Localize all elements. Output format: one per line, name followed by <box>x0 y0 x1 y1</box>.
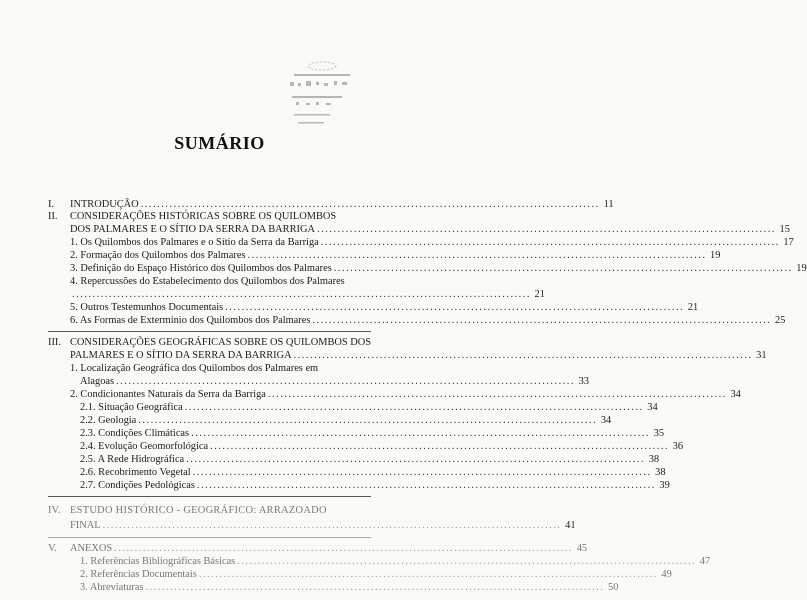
page-number: 34 <box>600 415 612 426</box>
toc-entry-iii-1-line1 <box>48 362 371 375</box>
toc-entry-iii-2-2 <box>48 414 612 427</box>
entry-title: 2.5. A Rede Hidrográfica <box>80 454 185 465</box>
entry-title: 3. Definição do Espaço Histórico dos Quilombos dos Palmares <box>70 263 332 274</box>
leader-dots: ................................................................................................................ <box>191 428 651 439</box>
page-number: 11 <box>603 199 614 210</box>
leader-dots: ................................................................................................................ <box>210 441 670 452</box>
entry-title: 1. Os Quilombos dos Palmares e o Sítio da Serra da Barriga <box>70 237 319 248</box>
entry-title: 2.4. Evolução Geomorfológica <box>80 441 209 452</box>
toc-entry-secao-iv <box>48 519 576 532</box>
entry-title: 5. Outros Testemunhos Documentais <box>70 302 224 313</box>
toc-entry-iii-2 <box>48 388 741 401</box>
entry-title: 6. As Formas de Extermínio dos Quilombos dos Palmares <box>70 315 311 326</box>
toc-entry-iii-1 <box>48 375 589 388</box>
entry-title: 2.1. Situação Geográfica <box>80 402 183 413</box>
toc-entry-ii-3 <box>48 262 807 275</box>
section-divider <box>48 537 371 538</box>
toc-entry-secao-iii <box>48 349 767 362</box>
page-number: 21 <box>687 302 699 313</box>
toc-entry-secao-ii-line1 <box>48 210 371 223</box>
page-number: 19 <box>796 263 807 274</box>
leader-dots: ................................................................................................................ <box>138 415 598 426</box>
section-number: II. <box>48 211 58 222</box>
entry-title: 2.7. Condições Pedológicas <box>80 480 195 491</box>
page-number: 21 <box>534 289 545 300</box>
leader-dots: ................................................................................................................ <box>198 569 658 580</box>
leader-dots: ................................................................................................................ <box>192 467 652 478</box>
entry-title: ANEXOS <box>70 543 113 554</box>
page-number: 45 <box>576 543 588 554</box>
leader-dots: ................................................................................................................ <box>140 199 600 210</box>
leader-dots: ................................................................................................................ <box>184 402 644 413</box>
page-number: 19 <box>710 250 721 261</box>
leader-dots: ................................................................................................................ <box>114 543 574 554</box>
section-number: I. <box>48 199 55 210</box>
entry-title-cont: FINAL <box>70 520 101 531</box>
entry-title: 2. Referências Documentais <box>80 569 197 580</box>
leader-dots: ................................................................................................................ <box>145 582 605 593</box>
page-number: 47 <box>699 556 711 567</box>
toc-entry-ii-1 <box>48 236 794 249</box>
entry-title: CONSIDERAÇÕES HISTÓRICAS SOBRE OS QUILOMBOS <box>70 211 337 222</box>
toc-entry-secao-iii-line1 <box>48 336 371 349</box>
entry-title: 2.3. Condições Climáticas <box>80 428 190 439</box>
leader-dots: ................................................................................................................ <box>320 237 780 248</box>
page-number: 25 <box>774 315 786 326</box>
entry-title: 2. Formação dos Quilombos dos Palmares <box>70 250 246 261</box>
section-number: V. <box>48 543 57 554</box>
page-number: 34 <box>730 389 741 400</box>
entry-title-cont: DOS PALMARES E O SÍTIO DA SERRA DA BARRIGA <box>70 224 315 235</box>
page-number: 35 <box>653 428 665 439</box>
toc-entry-iii-2-1 <box>48 401 658 414</box>
leader-dots: ................................................................................................................ <box>247 250 707 261</box>
leader-dots: ................................................................................................................ <box>72 289 531 300</box>
section-divider <box>48 496 371 497</box>
entry-title: 4. Repercussões do Estabelecimento dos Quilombos dos Palmares <box>70 276 345 287</box>
page-number: 50 <box>608 582 619 593</box>
section-number: IV. <box>48 505 61 516</box>
entry-title: INTRODUÇÃO <box>70 199 139 210</box>
section-divider <box>48 331 371 332</box>
leader-dots: ................................................................................................................ <box>196 480 656 491</box>
toc-entry-v-1 <box>48 555 711 568</box>
page-number: 17 <box>783 237 794 248</box>
toc-entry-v-2 <box>48 568 672 581</box>
page-number: 33 <box>578 376 589 387</box>
page-number: 34 <box>647 402 658 413</box>
page-number: 39 <box>659 480 670 491</box>
entry-title: 2. Condicionantes Naturais da Serra da Barriga <box>70 389 266 400</box>
page-title: SUMÁRIO <box>174 133 265 153</box>
toc-entry-iii-2-3 <box>48 427 665 440</box>
leader-dots: ................................................................................................................ <box>102 520 562 531</box>
entry-title: CONSIDERAÇÕES GEOGRÁFICAS SOBRE OS QUILOMBOS DOS <box>70 337 372 348</box>
toc-entry-ii-2 <box>48 249 721 262</box>
entry-title: 1. Referências Bibliográficas Básicas <box>80 556 236 567</box>
page-number: 38 <box>655 467 666 478</box>
page-number: 15 <box>779 224 790 235</box>
page-number: 31 <box>756 350 767 361</box>
leader-dots: ................................................................................................................ <box>116 376 575 387</box>
toc-entry-ii-5 <box>48 301 699 314</box>
leader-dots: ................................................................................................................ <box>312 315 772 326</box>
leader-dots: ................................................................................................................ <box>186 454 646 465</box>
leader-dots: ................................................................................................................ <box>333 263 793 274</box>
toc-entry-ii-6 <box>48 314 786 327</box>
leader-dots: ................................................................................................................ <box>293 350 753 361</box>
page-number: 36 <box>672 441 684 452</box>
entry-title-cont: Alagoas <box>80 376 115 387</box>
toc-entry-secao-v <box>48 542 588 555</box>
leader-dots: ................................................................................................................ <box>267 389 727 400</box>
entry-title: 1. Localização Geográfica dos Quilombos dos Palmares em <box>70 363 319 374</box>
toc-entry-ii-4-line1 <box>48 275 371 288</box>
toc-entry-secao-ii <box>48 223 790 236</box>
section-number: III. <box>48 337 61 348</box>
page-number: 38 <box>648 454 660 465</box>
toc-entry-secao-iv-line1 <box>48 504 371 517</box>
entry-title: 2.2. Geologia <box>80 415 137 426</box>
toc-entry-iii-2-5 <box>48 453 660 466</box>
page-number: 49 <box>661 569 672 580</box>
page-number: 41 <box>565 520 576 531</box>
entry-title: 3. Abreviaturas <box>80 582 144 593</box>
leader-dots: ................................................................................................................ <box>225 302 685 313</box>
entry-title-cont: PALMARES E O SÍTIO DA SERRA DA BARRIGA <box>70 350 292 361</box>
toc-entry-ii-4 <box>48 288 545 301</box>
toc-entry-iii-2-6 <box>48 466 666 479</box>
leader-dots: ................................................................................................................ <box>237 556 697 567</box>
toc-entry-iii-2-7 <box>48 479 670 492</box>
library-stamp <box>282 52 360 132</box>
toc-entry-iii-2-4 <box>48 440 684 453</box>
leader-dots: ................................................................................................................ <box>317 224 776 235</box>
entry-title: 2.6. Recobrimento Vegetal <box>80 467 191 478</box>
toc-entry-v-3 <box>48 581 619 594</box>
entry-title: ESTUDO HISTÓRICO - GEOGRÁFICO: ARRAZOADO <box>70 505 327 516</box>
